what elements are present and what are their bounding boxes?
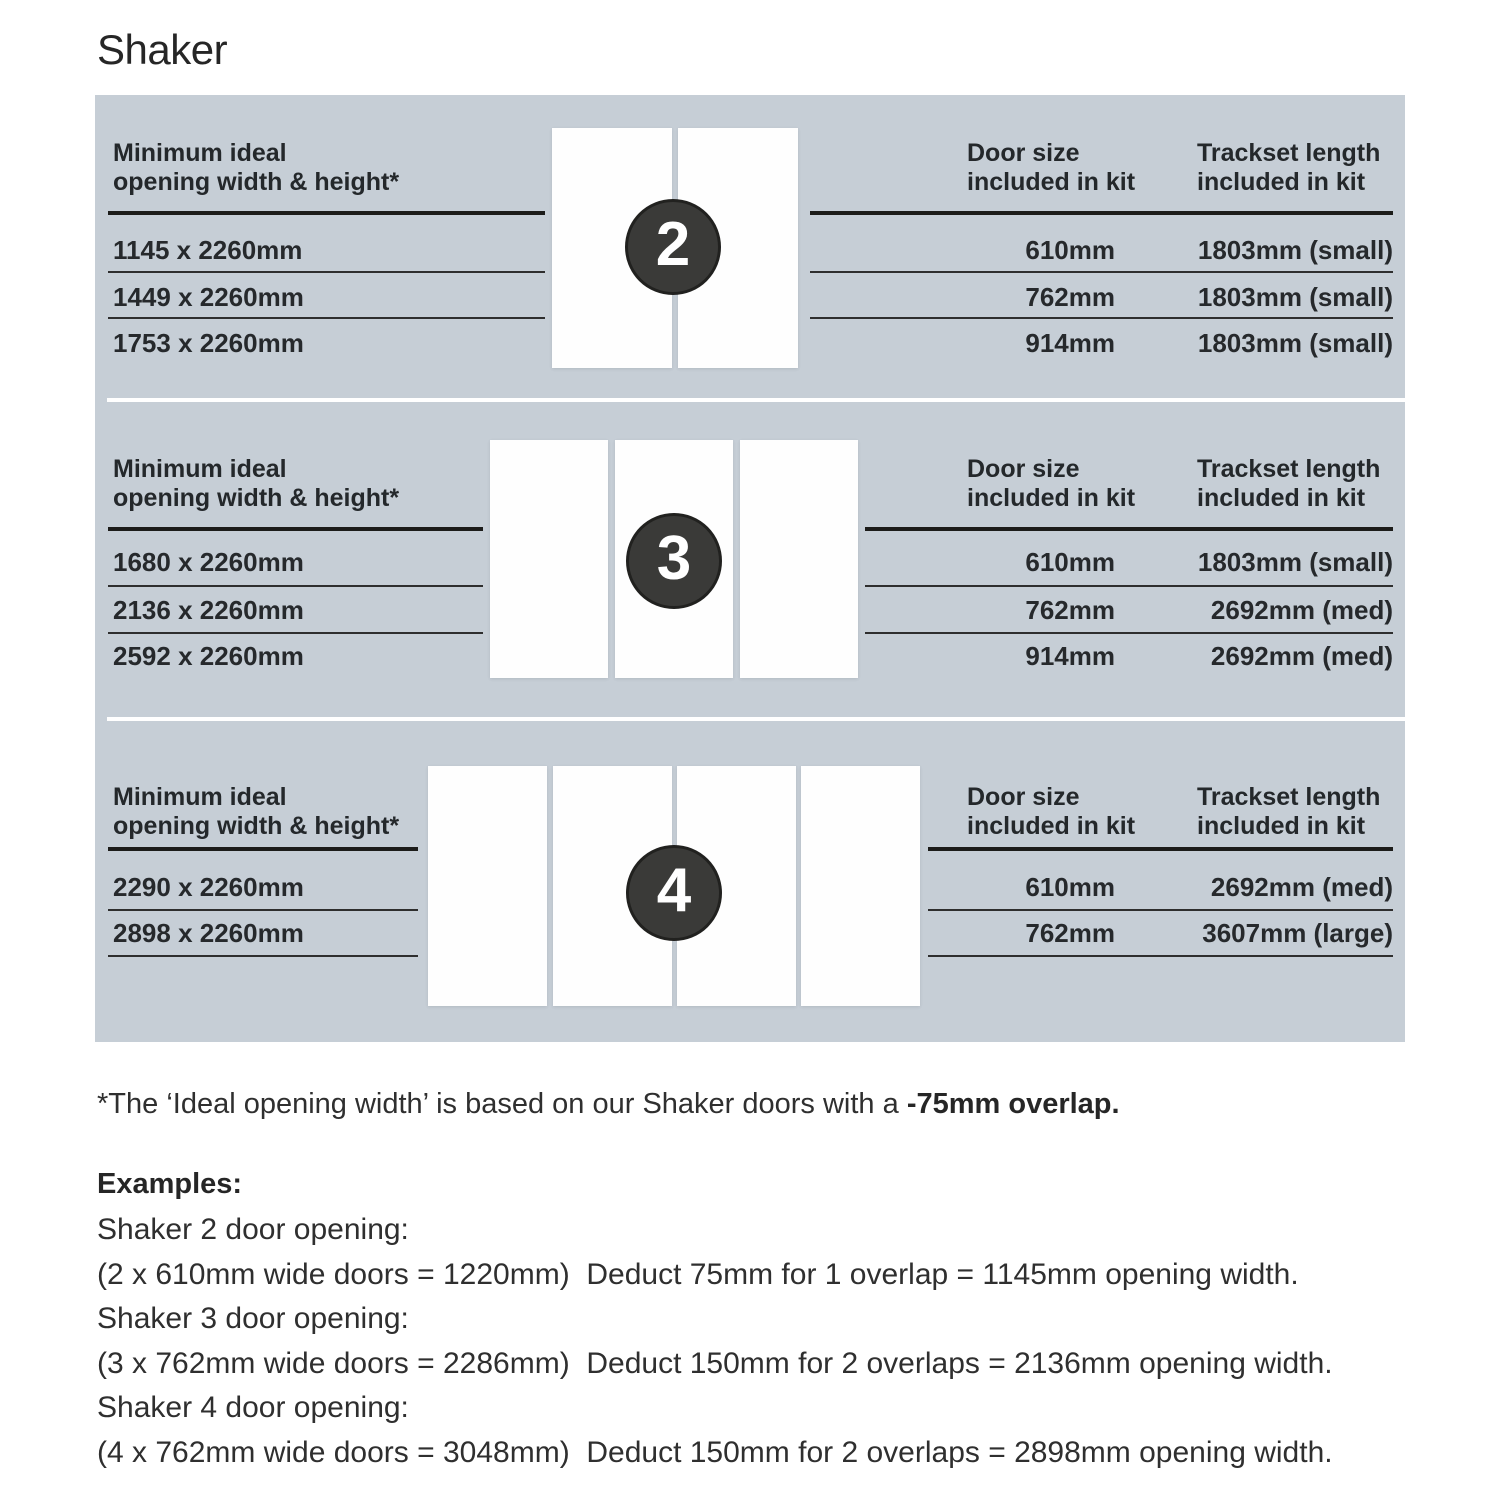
trackset-header-panel2 <box>1197 455 1380 513</box>
trackset-length-value: 1803mm (small) <box>1197 282 1393 312</box>
header-rule <box>108 847 418 851</box>
examples-list <box>97 1208 1333 1476</box>
opening-size-value: 2592 x 2260mm <box>113 641 304 671</box>
door-size-value: 914mm <box>1025 641 1115 671</box>
trackset-header-line1: Trackset length <box>1197 455 1381 483</box>
trackset-length-value: 3607mm (large) <box>1202 918 1393 948</box>
door-count-number: 4 <box>656 856 692 925</box>
trackset-header-line1: Trackset length <box>1197 783 1381 811</box>
door-illustration <box>490 440 608 678</box>
footnote <box>97 1088 1120 1121</box>
door-illustration <box>801 766 920 1006</box>
example-label: Shaker 3 door opening: <box>97 1302 409 1336</box>
row-separator <box>108 909 418 911</box>
opening-size-value: 1145 x 2260mm <box>113 235 303 265</box>
trackset-length-value: 2692mm (med) <box>1210 872 1393 902</box>
opening-size-value: 2898 x 2260mm <box>113 918 304 948</box>
opening-header-line1: Minimum ideal <box>113 455 287 483</box>
trackset-length-value: 2692mm (med) <box>1210 595 1393 625</box>
row-separator <box>865 585 1393 587</box>
row-separator <box>108 271 545 273</box>
header-rule <box>108 527 483 531</box>
row-separator <box>108 632 483 634</box>
door-size-header-line1: Door size <box>967 139 1080 167</box>
door-size-header-panel1 <box>967 139 1135 197</box>
door-size-header-line1: Door size <box>967 455 1080 483</box>
row-separator <box>810 317 1393 319</box>
door-size-value: 610mm <box>1025 872 1115 902</box>
example-detail: (2 x 610mm wide doors = 1220mm) Deduct 75mm for 1 overlap = 1145mm opening width. <box>97 1257 1299 1291</box>
footnote-bold-text: -75mm overlap. <box>906 1088 1120 1120</box>
opening-header-line2: opening width & height* <box>113 812 400 840</box>
door-size-value: 762mm <box>1025 282 1115 312</box>
door-size-value: 762mm <box>1025 918 1115 948</box>
door-size-value: 762mm <box>1025 595 1115 625</box>
trackset-length-value: 1803mm (small) <box>1197 547 1393 577</box>
example-detail: (4 x 762mm wide doors = 3048mm) Deduct 150mm for 2 overlaps = 2898mm opening width. <box>97 1435 1333 1469</box>
row-separator <box>108 955 418 957</box>
door-size-value: 610mm <box>1025 547 1115 577</box>
footnote-text: *The ‘Ideal opening width’ is based on our Shaker doors with a <box>97 1088 907 1120</box>
opening-header-panel1 <box>113 139 399 197</box>
opening-header-line1: Minimum ideal <box>113 139 287 167</box>
row-separator <box>928 955 1393 957</box>
door-size-header-line2: included in kit <box>967 168 1136 196</box>
header-rule <box>928 847 1393 851</box>
opening-header-panel3 <box>113 783 399 841</box>
row-separator <box>108 585 483 587</box>
door-count-number: 2 <box>655 210 691 279</box>
specs-board <box>95 95 1405 1042</box>
door-size-header-panel3 <box>967 783 1135 841</box>
panel-divider <box>107 717 1405 721</box>
door-illustration <box>428 766 547 1006</box>
door-illustration <box>740 440 858 678</box>
example-detail: (3 x 762mm wide doors = 2286mm) Deduct 150mm for 2 overlaps = 2136mm opening width. <box>97 1346 1333 1380</box>
examples-heading: Examples: <box>97 1168 243 1200</box>
door-size-value: 610mm <box>1025 235 1115 265</box>
opening-size-value: 1753 x 2260mm <box>113 328 304 358</box>
door-size-header-line2: included in kit <box>967 484 1136 512</box>
opening-size-value: 1449 x 2260mm <box>113 282 304 312</box>
opening-header-panel2 <box>113 455 399 513</box>
example-label: Shaker 2 door opening: <box>97 1213 409 1246</box>
door-size-value: 914mm <box>1025 328 1115 358</box>
trackset-header-panel1 <box>1197 139 1380 197</box>
header-rule <box>108 211 545 215</box>
panel-divider <box>107 398 1405 402</box>
door-count-badge <box>626 845 722 941</box>
example-label: Shaker 4 door opening: <box>97 1391 409 1425</box>
door-size-header-line1: Door size <box>967 783 1080 811</box>
trackset-header-line1: Trackset length <box>1197 139 1381 167</box>
header-rule <box>865 527 1393 531</box>
trackset-header-line2: included in kit <box>1197 484 1366 512</box>
trackset-length-value: 1803mm (small) <box>1197 235 1393 265</box>
door-count-number: 3 <box>656 524 692 593</box>
door-size-header-panel2 <box>967 455 1135 513</box>
opening-size-value: 2136 x 2260mm <box>113 595 304 625</box>
trackset-header-line2: included in kit <box>1197 812 1366 840</box>
trackset-header-line2: included in kit <box>1197 168 1366 196</box>
header-rule <box>810 211 1393 215</box>
door-size-header-line2: included in kit <box>967 812 1136 840</box>
row-separator <box>865 632 1393 634</box>
trackset-header-panel3 <box>1197 783 1380 841</box>
row-separator <box>928 909 1393 911</box>
trackset-length-value: 1803mm (small) <box>1197 328 1393 358</box>
opening-header-line1: Minimum ideal <box>113 783 287 811</box>
door-count-badge <box>625 199 721 295</box>
opening-header-line2: opening width & height* <box>113 168 400 196</box>
door-count-badge <box>626 513 722 609</box>
opening-header-line2: opening width & height* <box>113 484 400 512</box>
row-separator <box>108 317 545 319</box>
row-separator <box>810 271 1393 273</box>
page-title: Shaker <box>97 26 228 73</box>
opening-size-value: 1680 x 2260mm <box>113 547 304 577</box>
opening-size-value: 2290 x 2260mm <box>113 872 304 902</box>
trackset-length-value: 2692mm (med) <box>1210 641 1393 671</box>
